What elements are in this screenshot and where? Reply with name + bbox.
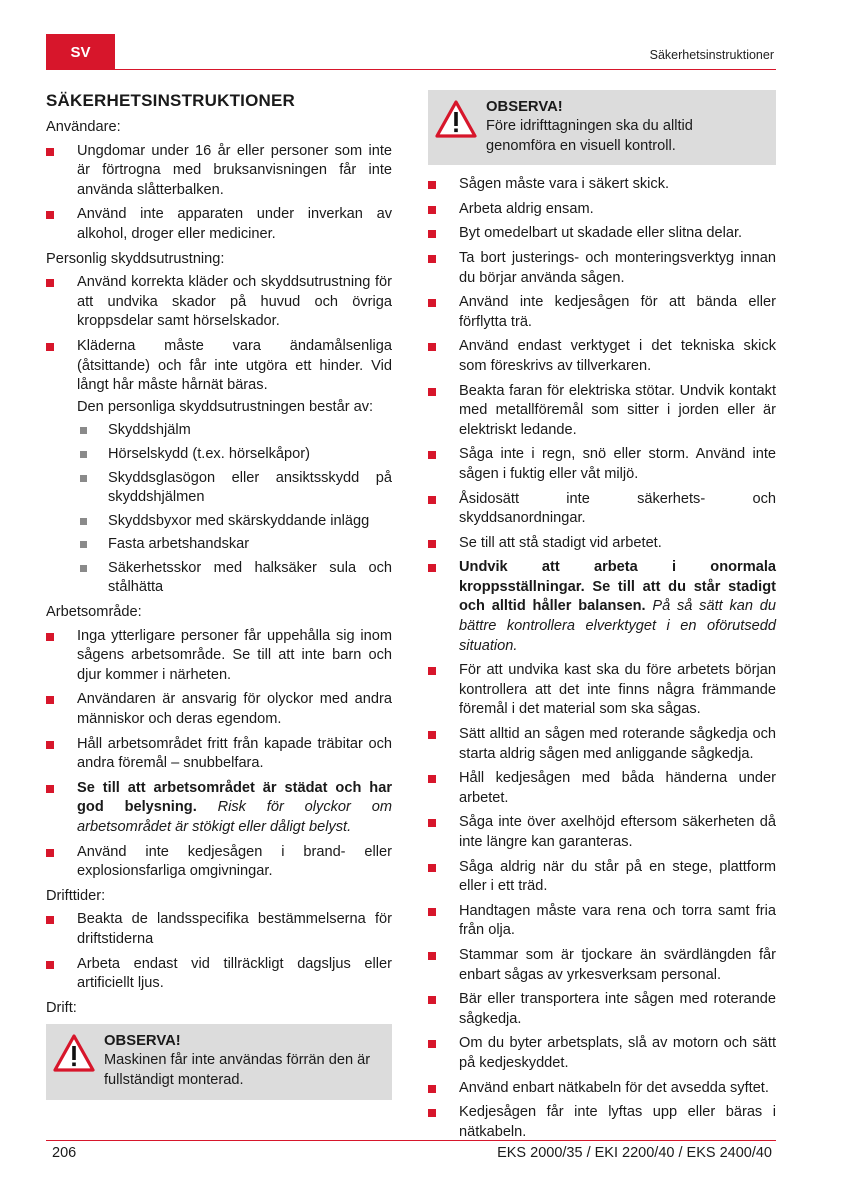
notice-text: Maskinen får inte användas förrän den är fullständigt monterad. xyxy=(104,1052,371,1088)
list-item: Såga inte över axelhöjd eftersom säkerheten då inte längre kan garanteras. xyxy=(428,813,776,852)
right-column xyxy=(428,90,776,1147)
left-column xyxy=(46,90,392,1100)
language-tab: SV xyxy=(46,34,115,70)
list-item: Byt omedelbart ut skadade eller slitna delar. xyxy=(428,224,776,244)
times-list xyxy=(46,910,392,993)
operation-label: Drift: xyxy=(46,999,77,1016)
sublist-item: Fasta arbetshandskar xyxy=(77,535,392,555)
sublist-item: Skyddsglasögon eller ansiktsskydd på skyddshjälmen xyxy=(77,469,392,508)
list-item: Stammar som är tjockare än svärdlängden får enbart sågas av yrkesverksam personal. xyxy=(428,946,776,985)
list-item: Om du byter arbetsplats, slå av motorn och sätt på kedjeskyddet. xyxy=(428,1034,776,1073)
header-rule xyxy=(46,69,776,70)
list-item: Beakta de landsspecifika bestämmelserna för driftstiderna xyxy=(46,910,392,949)
list-item: Sätt alltid an sågen med roterande sågkedja och starta aldrig sågen med anliggande sågkedja. xyxy=(428,725,776,764)
emphasis-italic: På så sätt kan du bättre kontrollera elverktyget i en oförutsedd situation. xyxy=(459,598,776,654)
page-number: 206 xyxy=(52,1145,77,1161)
ppe-sublist xyxy=(46,421,392,598)
sublist-item: Hörselskydd (t.ex. hörselkåpor) xyxy=(77,445,392,465)
notice-content xyxy=(104,1032,382,1090)
list-item: Använd inte kedjesågen för att bända eller förflytta trä. xyxy=(428,293,776,332)
work-area-list xyxy=(46,627,392,882)
list-item: Såga inte i regn, snö eller storm. Använd inte sågen i fuktig eller våt miljö. xyxy=(428,445,776,484)
list-item: Handtagen måste vara rena och torra samt fria från olja. xyxy=(428,902,776,941)
list-item: Användaren är ansvarig för olyckor med andra människor och deras egendom. xyxy=(46,690,392,729)
section-title: SÄKERHETSINSTRUKTIONER xyxy=(46,91,296,110)
notice-box xyxy=(46,1024,392,1099)
list-item xyxy=(428,558,776,656)
list-item: Kläderna måste vara ändamålsenliga (åtsittande) och får inte utgöra ett hinder. Vid långt hår måste hårnät bäras. xyxy=(46,337,392,396)
emphasis-bold: Se till att arbetsområdet är städat och har god belysning. xyxy=(77,779,392,816)
emphasis-bold: Undvik att arbeta i onormala kroppsställningar. Se till att du står stadigt och alltid håller balansen. xyxy=(459,559,776,615)
ppe-label: Personlig skyddsutrustning: xyxy=(46,250,225,267)
times-label: Drifttider: xyxy=(46,887,106,904)
list-item: Använd enbart nätkabeln för det avsedda syftet. xyxy=(428,1079,776,1099)
list-item: Arbeta aldrig ensam. xyxy=(428,200,776,220)
list-item: Se till att stå stadigt vid arbetet. xyxy=(428,534,776,554)
list-item: Använd inte apparaten under inverkan av alkohol, droger eller mediciner. xyxy=(46,205,392,244)
list-item: Använd endast verktyget i det tekniska skick som föreskrivs av tillverkaren. xyxy=(428,337,776,376)
list-item: Sågen måste vara i säkert skick. xyxy=(428,175,776,195)
list-item: Håll kedjesågen med båda händerna under arbetet. xyxy=(428,769,776,808)
ppe-list xyxy=(46,273,392,396)
notice-title: OBSERVA! xyxy=(104,1033,181,1050)
footer-rule xyxy=(46,1140,776,1141)
users-label: Användare: xyxy=(46,119,121,135)
list-item: För att undvika kast ska du före arbetets början kontrollera att det inte finns några främmande föremål i det material som ska sågas. xyxy=(428,661,776,720)
list-item: Åsidosätt inte säkerhets- och skyddsanordningar. xyxy=(428,490,776,529)
sublist-item: Säkerhetsskor med halksäker sula och stålhätta xyxy=(77,559,392,598)
list-item xyxy=(46,779,392,838)
notice-content xyxy=(486,98,766,156)
list-item: Ungdomar under 16 år eller personer som inte är förtrogna med bruksanvisningen får inte använda slåtterbalken. xyxy=(46,142,392,201)
model-line: EKS 2000/35 / EKI 2200/40 / EKS 2400/40 xyxy=(497,1145,772,1161)
notice-box xyxy=(428,90,776,165)
list-item: Håll arbetsområdet fritt från kapade träbitar och andra föremål – snubbelfara. xyxy=(46,735,392,774)
warning-triangle-icon xyxy=(434,99,478,139)
notice-title: OBSERVA! xyxy=(486,99,563,115)
sublist-item: Skyddshjälm xyxy=(77,421,392,441)
list-item: Ta bort justerings- och monteringsverktyg innan du börjar använda sågen. xyxy=(428,249,776,288)
work-area-label: Arbetsområde: xyxy=(46,604,142,621)
header-title: Säkerhetsinstruktioner xyxy=(649,48,774,62)
ppe-consists-text: Den personliga skyddsutrustningen består av: xyxy=(77,398,374,415)
list-item: Bär eller transportera inte sågen med roterande sågkedja. xyxy=(428,990,776,1029)
list-item: Inga ytterligare personer får uppehålla sig inom sågens arbetsområde. Se till att inte barn och djur kommer i närheten. xyxy=(46,627,392,686)
sublist-item: Skyddsbyxor med skärskyddande inlägg xyxy=(77,512,392,532)
users-list xyxy=(46,142,392,245)
list-item: Arbeta endast vid tillräckligt dagsljus eller artificiellt ljus. xyxy=(46,955,392,994)
list-item: Beakta faran för elektriska stötar. Undvik kontakt med metallföremål som sitter i jorden eller är elektriskt ledande. xyxy=(428,382,776,441)
emphasis-italic: Risk för olyckor om arbetsområdet är stökigt eller dåligt belyst. xyxy=(77,799,392,835)
list-item: Använd inte kedjesågen i brand- eller explosionsfarliga omgivningar. xyxy=(46,843,392,882)
notice-text: Före idrifttagningen ska du alltid genomföra en visuell kontroll. xyxy=(486,118,693,154)
list-item: Kedjesågen får inte lyftas upp eller bäras i nätkabeln. xyxy=(428,1103,776,1142)
list-item: Använd korrekta kläder och skyddsutrustning för att undvika skador på huvud och övriga kroppsdelar samt hörselskador. xyxy=(46,273,392,332)
warning-triangle-icon xyxy=(52,1033,96,1073)
list-item: Såga aldrig när du står på en stege, plattform eller i ett träd. xyxy=(428,858,776,897)
safety-list xyxy=(428,175,776,1142)
